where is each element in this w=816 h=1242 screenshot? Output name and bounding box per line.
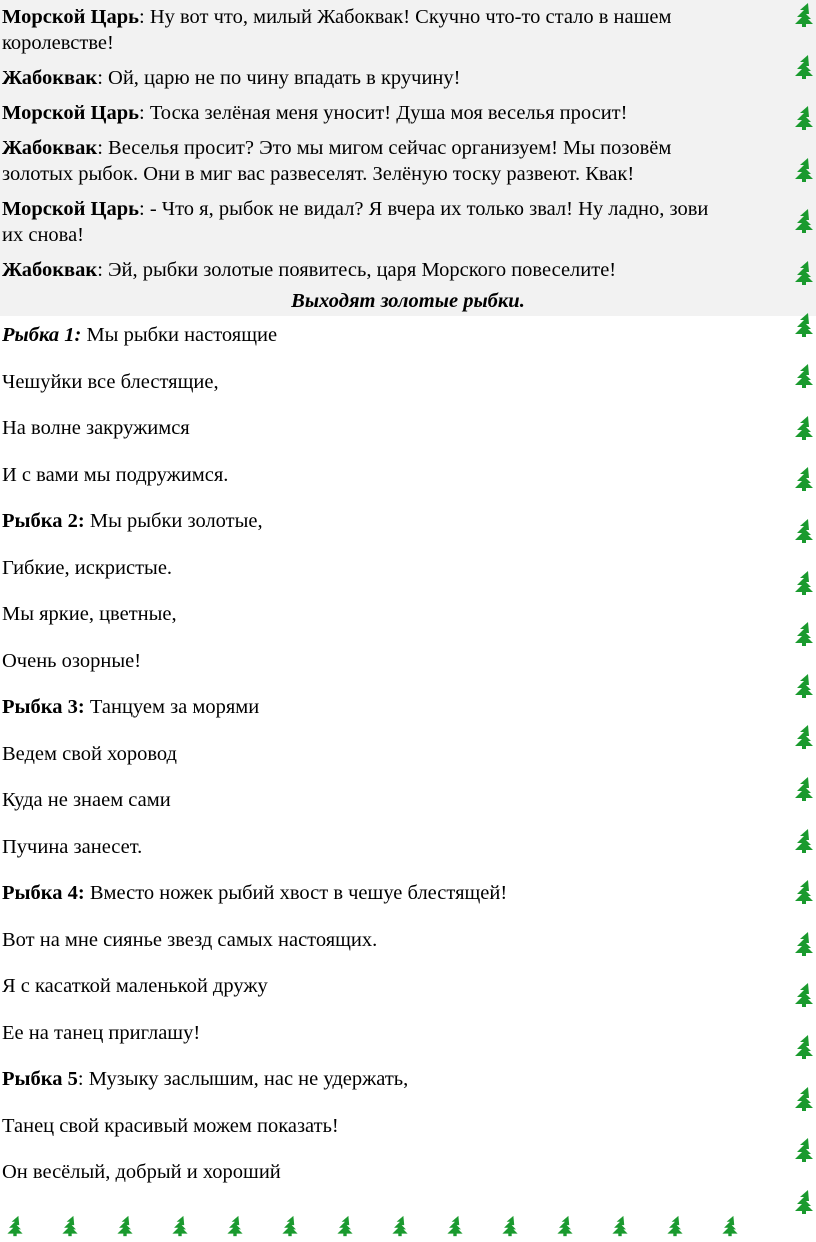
- christmas-tree-icon: [281, 1215, 299, 1242]
- verse-line: На волне закружимся: [2, 417, 190, 439]
- verse-line: Рыбка 2: Мы рыбки золотые,: [2, 510, 263, 532]
- christmas-tree-icon: [794, 312, 814, 343]
- christmas-tree-icon: [794, 2, 814, 33]
- verse-line: Очень озорные!: [2, 649, 142, 672]
- verse-line: Он весёлый, добрый и хороший: [2, 1161, 281, 1183]
- christmas-tree-icon: [666, 1215, 684, 1242]
- verse-line: Ее на танец приглашу!: [2, 1021, 201, 1044]
- christmas-tree-icon: [501, 1215, 519, 1242]
- verse-line: Рыбка 3: Танцуем за морями: [2, 696, 260, 718]
- speaker-name: Рыбка 1:: [2, 324, 82, 346]
- dialogue-line: Морской Царь: - Что я, рыбок не видал? Я вчера их только звал! Ну ладно, зови их снова!: [2, 198, 709, 246]
- tree-border-right: [790, 0, 816, 1235]
- dialogue-text: - Что я, рыбок не видал? Я вчера их только звал! Ну ладно, зови: [149, 198, 709, 220]
- christmas-tree-icon: [794, 466, 814, 497]
- christmas-tree-icon: [446, 1215, 464, 1242]
- christmas-tree-icon: [794, 828, 814, 859]
- christmas-tree-icon: [794, 673, 814, 704]
- christmas-tree-icon: [794, 621, 814, 652]
- verse-line: Гибкие, искристые.: [2, 556, 173, 579]
- christmas-tree-icon: [794, 157, 814, 188]
- verse-line: Мы яркие, цветные,: [2, 603, 177, 625]
- christmas-tree-icon: [391, 1215, 409, 1242]
- verse-line: И с вами мы подружимся.: [2, 463, 229, 486]
- tree-border-bottom: [0, 1213, 790, 1235]
- christmas-tree-icon: [794, 931, 814, 962]
- verse-line: Я с касаткой маленькой дружу: [2, 975, 268, 997]
- dialogue-text-cont: их снова!: [2, 224, 84, 246]
- speaker-name: Жабоквак: [2, 67, 98, 89]
- christmas-tree-icon: [794, 982, 814, 1013]
- christmas-tree-icon: [794, 518, 814, 549]
- verse-line: Рыбка 5: Музыку заслышим, нас не удержать,: [2, 1068, 409, 1090]
- christmas-tree-icon: [611, 1215, 629, 1242]
- dialogue-text: Ну вот что, милый Жабоквак! Скучно что-то стало в нашем: [149, 6, 672, 28]
- verses-block: [0, 316, 790, 1185]
- christmas-tree-icon: [61, 1215, 79, 1242]
- christmas-tree-icon: [794, 1034, 814, 1065]
- verse-line: Куда не знаем сами: [2, 789, 171, 811]
- christmas-tree-icon: [794, 776, 814, 807]
- christmas-tree-icon: [794, 1137, 814, 1168]
- christmas-tree-icon: [794, 105, 814, 136]
- christmas-tree-icon: [794, 879, 814, 910]
- verse-line: Рыбка 1: Мы рыбки настоящие: [2, 324, 278, 346]
- dialogue-text-cont: золотых рыбок. Они в миг вас развеселят. Зелёную тоску развеют. Квак!: [2, 163, 635, 185]
- christmas-tree-icon: [6, 1215, 24, 1242]
- verse-line: Вот на мне сиянье звезд самых настоящих.: [2, 928, 378, 951]
- speaker-name: Морской Царь: [2, 102, 139, 124]
- christmas-tree-icon: [116, 1215, 134, 1242]
- christmas-tree-icon: [794, 1189, 814, 1220]
- christmas-tree-icon: [794, 208, 814, 239]
- christmas-tree-icon: [226, 1215, 244, 1242]
- dialogue-line: Морской Царь: Ну вот что, милый Жабоквак! Скучно что-то стало в нашем королевстве!: [2, 6, 672, 54]
- christmas-tree-icon: [171, 1215, 189, 1242]
- speaker-name: Рыбка 2:: [2, 510, 85, 532]
- dialogue-text: Ой, царю не по чину впадать в кручину!: [108, 67, 461, 89]
- dialogue-text: Эй, рыбки золотые появитесь, царя Морского повеселите!: [108, 259, 617, 281]
- speaker-name: Морской Царь: [2, 198, 139, 220]
- dialogue-line: Жабоквак: Ой, царю не по чину впадать в кручину!: [2, 67, 461, 89]
- speaker-name: Рыбка 5: [2, 1068, 78, 1090]
- speaker-name: Жабоквак: [2, 259, 98, 281]
- christmas-tree-icon: [794, 570, 814, 601]
- verse-line: Чешуйки все блестящие,: [2, 370, 219, 393]
- speaker-name: Рыбка 3:: [2, 696, 85, 718]
- christmas-tree-icon: [794, 54, 814, 85]
- verse-line: Рыбка 4: Вместо ножек рыбий хвост в чешуе блестящей!: [2, 882, 508, 904]
- dialogue-text: Тоска зелёная меня уносит! Душа моя веселья просит!: [149, 102, 628, 124]
- stage-direction: Выходят золотые рыбки.: [291, 290, 525, 312]
- verse-line: Танец свой красивый можем показать!: [2, 1114, 339, 1137]
- speaker-name: Жабоквак: [2, 137, 98, 159]
- christmas-tree-icon: [794, 260, 814, 291]
- dialogue-block: [0, 0, 816, 316]
- christmas-tree-icon: [336, 1215, 354, 1242]
- dialogue-line: Жабоквак: Эй, рыбки золотые появитесь, царя Морского повеселите!: [2, 259, 617, 281]
- christmas-tree-icon: [794, 415, 814, 446]
- christmas-tree-icon: [794, 1086, 814, 1117]
- dialogue-text: Веселья просит? Это мы мигом сейчас организуем! Мы позовём: [108, 137, 672, 159]
- verse-line: Пучина занесет.: [2, 835, 143, 858]
- christmas-tree-icon: [794, 363, 814, 394]
- dialogue-line: Жабоквак: Веселья просит? Это мы мигом сейчас организуем! Мы позовём золотых рыбок. Они в миг вас развеселят. Зелёную тоску развеют. Квак!: [2, 137, 672, 185]
- speaker-name: Рыбка 4:: [2, 882, 85, 904]
- speaker-name: Морской Царь: [2, 6, 139, 28]
- christmas-tree-icon: [721, 1215, 739, 1242]
- christmas-tree-icon: [794, 724, 814, 755]
- dialogue-line: Морской Царь: Тоска зелёная меня уносит! Душа моя веселья просит!: [2, 102, 628, 124]
- dialogue-text-cont: королевстве!: [2, 32, 114, 54]
- verse-line: Ведем свой хоровод: [2, 742, 177, 765]
- christmas-tree-icon: [556, 1215, 574, 1242]
